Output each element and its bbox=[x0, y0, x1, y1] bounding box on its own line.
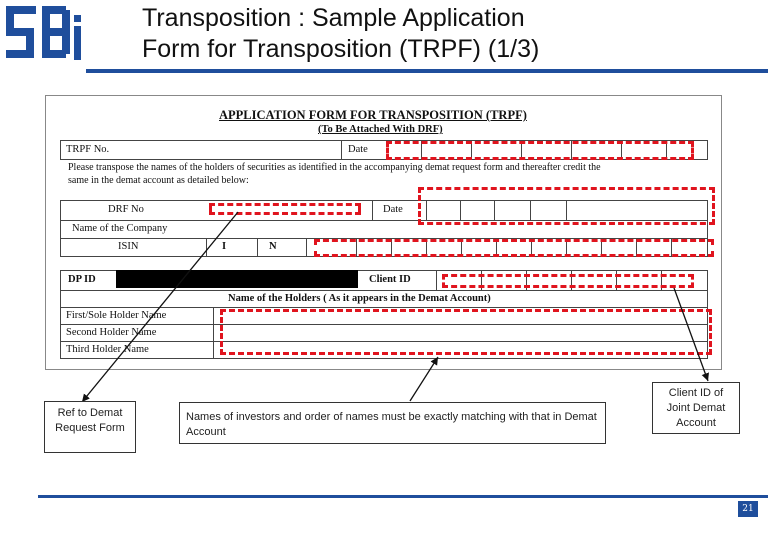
client-id-label: Client ID bbox=[369, 274, 411, 285]
date-label-1: Date bbox=[348, 144, 368, 155]
isin-i: I bbox=[222, 241, 227, 252]
arrow-names bbox=[410, 357, 438, 401]
dp-id-label: DP ID bbox=[68, 274, 96, 285]
trpf-no-label: TRPF No. bbox=[66, 144, 110, 155]
form-subtitle: (To Be Attached With DRF) bbox=[318, 124, 443, 135]
callout-names-text: Names of investors and order of names must be exactly matching with that in Demat Account bbox=[186, 411, 597, 438]
callout-client-id bbox=[652, 382, 740, 434]
callout-ref-text: Ref to Demat Request Form bbox=[55, 407, 125, 434]
form-title: APPLICATION FORM FOR TRANSPOSITION (TRPF) bbox=[219, 108, 527, 122]
isin-label: ISIN bbox=[118, 241, 139, 252]
drf-no-label: DRF No bbox=[108, 204, 144, 215]
page-number: 21 bbox=[738, 501, 758, 517]
slide-title-line-2: Form for Transposition (TRPF) (1/3) bbox=[142, 35, 540, 63]
isin-n: N bbox=[269, 241, 277, 252]
instruction-line-2: same in the demat account as detailed below: bbox=[68, 175, 249, 186]
holders-header: Name of the Holders ( As it appears in the Demat Account) bbox=[228, 293, 491, 304]
footer-divider bbox=[38, 495, 768, 498]
arrow-ref bbox=[82, 212, 238, 402]
arrow-client-id bbox=[674, 288, 708, 381]
third-holder-label: Third Holder Name bbox=[66, 344, 149, 355]
company-label: Name of the Company bbox=[72, 223, 168, 234]
second-holder-label: Second Holder Name bbox=[66, 327, 157, 338]
first-holder-label: First/Sole Holder Name bbox=[66, 310, 167, 321]
date-label-2: Date bbox=[383, 204, 403, 215]
callout-names bbox=[179, 402, 606, 444]
instruction-line-1: Please transpose the names of the holders of securities as identified in the accompanying demat request form and thereafter credit the bbox=[68, 162, 601, 173]
callout-ref-drf bbox=[44, 401, 136, 453]
callout-client-id-text: Client ID of Joint Demat Account bbox=[666, 387, 726, 429]
slide-title-line-1: Transposition : Sample Application bbox=[142, 4, 525, 32]
